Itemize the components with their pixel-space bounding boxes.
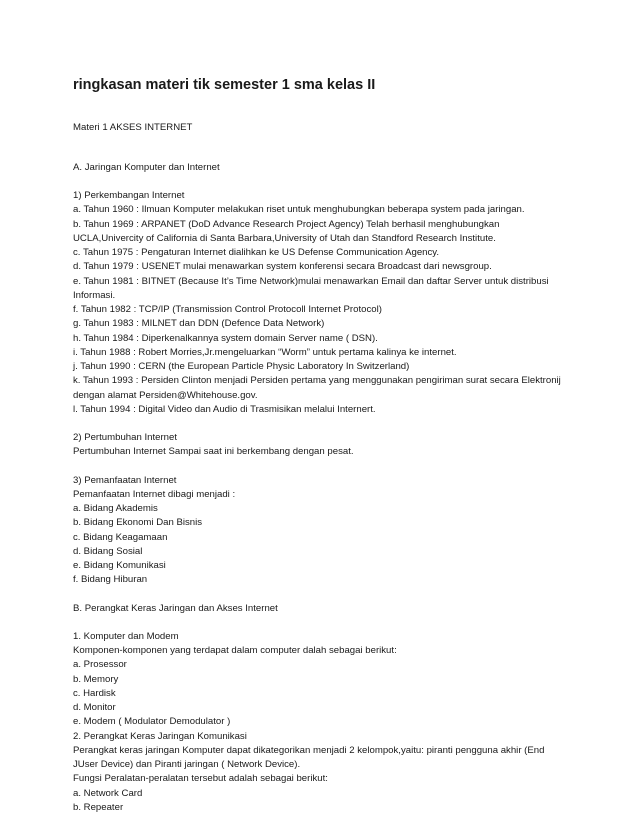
text-line: d. Monitor — [73, 702, 116, 713]
text-line: Informasi. — [73, 289, 116, 301]
text-line: k. Tahun 1993 : Persiden Clinton menjadi Persiden pertama yang menggunakan pengiriman surat secara Elektronij — [73, 375, 561, 387]
text-line: i. Tahun 1988 : Robert Morries,Jr.mengeluarkan “Worm” untuk pertama kalinya ke internet. — [73, 346, 457, 358]
document-title: ringkasan materi tik semester 1 sma kelas II — [73, 77, 376, 93]
text-line: c. Tahun 1975 : Pengaturan Internet dialihkan ke US Defense Communication Agency. — [73, 247, 440, 258]
text-line: 2. Perangkat Keras Jaringan Komunikasi — [73, 730, 247, 742]
block-perangkat — [73, 630, 573, 815]
document-subtitle: Materi 1 AKSES INTERNET — [73, 122, 193, 133]
text-line: a. Tahun 1960 : Ilmuan Komputer melakukan riset untuk menghubungkan beberapa system pada jaringan. — [73, 204, 525, 216]
text-line: e. Modem ( Modulator Demodulator ) — [73, 716, 231, 728]
text-line: j. Tahun 1990 : CERN (the European Particle Physic Laboratory In Switzerland) — [73, 361, 410, 372]
text-line: Komponen-komponen yang terdapat dalam computer dalah sebagai berikut: — [73, 645, 397, 656]
text-line: Pertumbuhan Internet Sampai saat ini berkembang dengan pesat. — [73, 446, 354, 458]
text-line: UCLA,Univercity of California di Santa Barbara,University of Utah dan Standford Research Institute. — [73, 232, 496, 244]
text-line: l. Tahun 1994 : Digital Video dan Audio di Trasmisikan melalui Internert. — [73, 403, 376, 415]
text-line: 1. Komputer dan Modem — [73, 630, 179, 642]
text-line: f. Bidang Hiburan — [73, 574, 148, 586]
text-line: c. Bidang Keagamaan — [73, 531, 168, 543]
text-line: e. Tahun 1981 : BITNET (Because It’s Time Network)mulai menawarkan Email dan daftar Server untuk distribusi — [73, 275, 549, 287]
section-b-heading: B. Perangkat Keras Jaringan dan Akses Internet — [73, 602, 278, 614]
text-line: f. Tahun 1982 : TCP/IP (Transmission Control Protocoll Internet Protocol) — [73, 304, 382, 315]
section-a-heading: A. Jaringan Komputer dan Internet — [73, 162, 220, 173]
text-line: JUser Device) dan Piranti jaringan ( Network Device). — [73, 759, 301, 770]
text-line: 1) Perkembangan Internet — [73, 190, 185, 201]
text-line: g. Tahun 1983 : MILNET dan DDN (Defence Data Network) — [73, 318, 325, 330]
document-page — [73, 76, 573, 815]
block-perkembangan — [73, 189, 573, 417]
text-line: b. Repeater — [73, 801, 124, 813]
text-line: 2) Pertumbuhan Internet — [73, 432, 177, 443]
text-line: b. Tahun 1969 : ARPANET (DoD Advance Research Project Agency) Telah berhasil menghubungkan — [73, 218, 500, 230]
text-line: a. Network Card — [73, 787, 143, 799]
text-line: a. Prosessor — [73, 659, 127, 671]
text-line: d. Tahun 1979 : USENET mulai menawarkan system konferensi secara Broadcast dari newsgroup. — [73, 261, 492, 273]
text-line: 3) Pemanfaatan Internet — [73, 474, 177, 486]
text-line: Pemanfaatan Internet dibagi menjadi : — [73, 488, 236, 500]
block-pemanfaatan — [73, 474, 573, 588]
text-line: Perangkat keras jaringan Komputer dapat dikategorikan menjadi 2 kelompok,yaitu: piranti pengguna akhir (End — [73, 744, 545, 756]
text-line: b. Memory — [73, 673, 119, 685]
text-line: Fungsi Peralatan-peralatan tersebut adalah sebagai berikut: — [73, 773, 328, 785]
text-line: h. Tahun 1984 : Diperkenalkannya system domain Server name ( DSN). — [73, 332, 378, 344]
block-pertumbuhan — [73, 431, 573, 460]
text-line: a. Bidang Akademis — [73, 503, 158, 514]
text-line: c. Hardisk — [73, 687, 116, 699]
text-line: d. Bidang Sosial — [73, 545, 143, 557]
text-line: dengan alamat Persiden@Whitehouse.gov. — [73, 389, 258, 401]
text-line: e. Bidang Komunikasi — [73, 560, 166, 571]
text-line: b. Bidang Ekonomi Dan Bisnis — [73, 517, 203, 529]
